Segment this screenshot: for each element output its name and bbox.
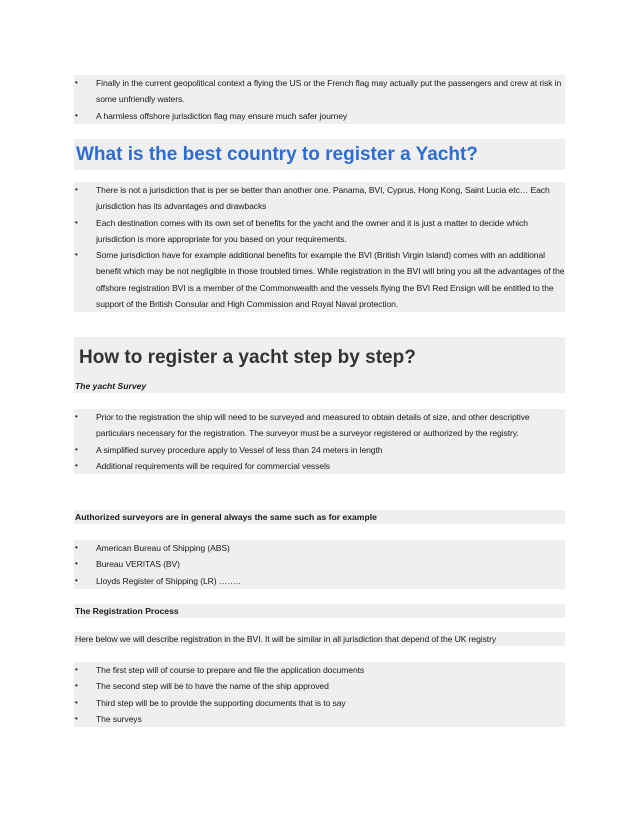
bullet: • (75, 110, 78, 120)
bullet: • (75, 543, 78, 552)
bullet: • (75, 697, 78, 707)
list-item: • Prior to the registration the ship will need to be surveyed and measured to obtain details of size, and other descriptive particulars necessary for the registration. The surveyor must be a surveyor registered or authorized by the registry. (74, 409, 565, 442)
bullet: • (75, 185, 78, 194)
list-item: • A simplified survey procedure apply to Vessel of less than 24 meters in length (74, 442, 565, 458)
bullet: • (75, 575, 78, 585)
process-title: The Registration Process (74, 604, 565, 618)
bullet: • (75, 217, 78, 227)
list-item: • Additional requirements will be required for commercial vessels (74, 458, 565, 474)
survey-title: The yacht Survey (74, 379, 565, 393)
bullet: • (75, 681, 78, 691)
bullet: • (75, 665, 78, 674)
process-intro: Here below we will describe registration in the BVI. It will be similar in all jurisdiction that depend of the UK registry (74, 632, 565, 646)
list-item: • American Bureau of Shipping (ABS) (74, 540, 565, 556)
bullet: • (75, 444, 78, 454)
bullet: • (75, 713, 78, 723)
bullet: • (75, 559, 78, 569)
list-item: • The first step will of course to prepare and file the application documents (74, 662, 565, 678)
process-steps-list (74, 662, 565, 727)
list-item: • Finally in the current geopolitical context a flying the US or the French flag may actually put the passengers and crew at risk in some unfriendly waters. (74, 75, 565, 108)
best-country-list (74, 182, 565, 312)
bullet: • (75, 250, 78, 260)
list-item: • Bureau VERITAS (BV) (74, 556, 565, 572)
section-heading-best-country: What is the best country to register a Yacht? (74, 139, 565, 170)
list-item: • Lloyds Register of Shipping (LR) …….. (74, 573, 565, 589)
intro-list (74, 75, 565, 124)
bullet: • (75, 460, 78, 470)
list-item: • Each destination comes with its own set of benefits for the yacht and the owner and it is just a matter to decide which jurisdiction is more appropriate for you based on your requirements. (74, 215, 565, 248)
list-item: • The second step will be to have the name of the ship approved (74, 678, 565, 694)
surveyors-title: Authorized surveyors are in general always the same such as for example (74, 510, 565, 524)
list-item: • Third step will be to provide the supporting documents that is to say (74, 695, 565, 711)
survey-list (74, 409, 565, 474)
bullet: • (75, 412, 78, 421)
list-item: • There is not a jurisdiction that is per se better than another one. Panama, BVI, Cyprus, Hong Kong, Saint Lucia etc… Each jurisdiction has its advantages and drawbacks (74, 182, 565, 215)
bullet: • (75, 78, 78, 87)
list-item: • A harmless offshore jurisdiction flag may ensure much safer journey (74, 108, 565, 124)
section-heading-step-by-step: How to register a yacht step by step? (74, 337, 565, 379)
list-item: • Some jurisdiction have for example additional benefits for example the BVI (British Virgin Island) comes with an additional benefit which may be not negligible in those troubled times. While registration in the BVI will bring you all the advantages of the offshore registration BVI is a member of the Commonwealth and the vessels flying the BVI Red Ensign will be entitled to the support of the British Consular and High Commission and Royal Naval protection. (74, 247, 565, 312)
surveyors-list (74, 540, 565, 589)
list-item: • The surveys (74, 711, 565, 727)
